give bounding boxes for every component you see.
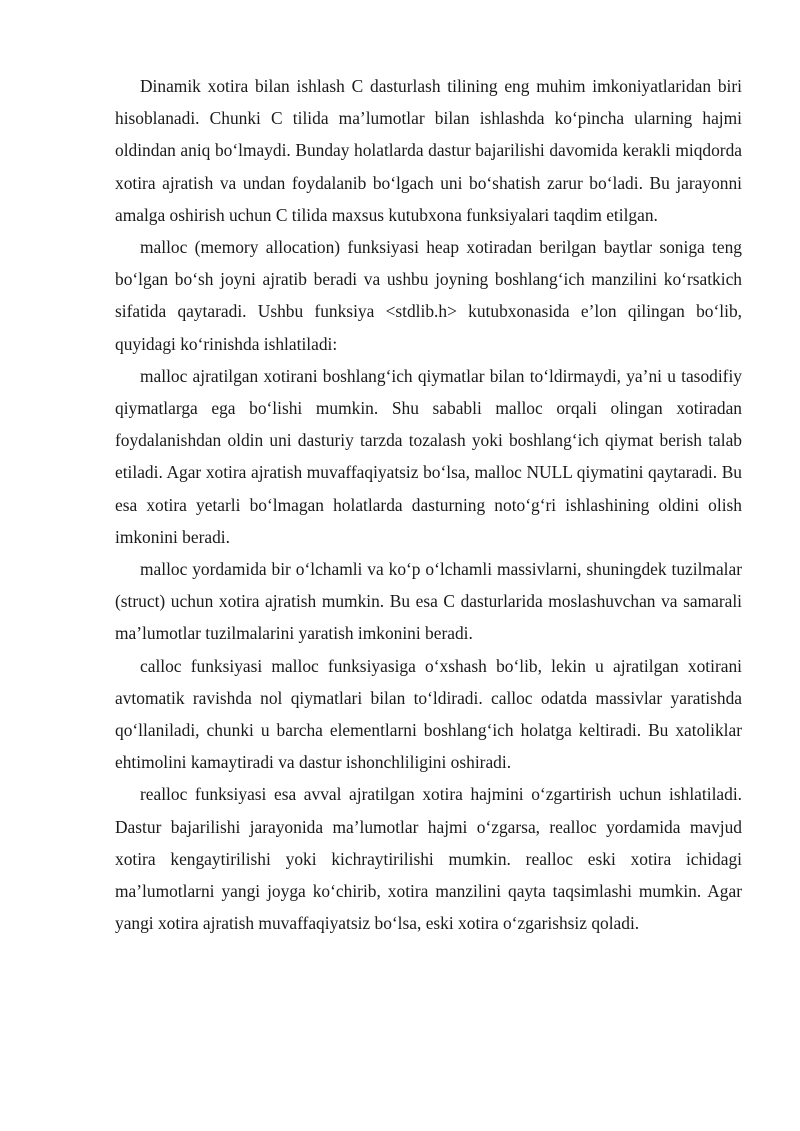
paragraph-intro: Dinamik xotira bilan ishlash C dasturlash tilining eng muhim imkoniyatlaridan biri hisoblanadi. Chunki C tilida ma’lumotlar bilan ishlashda ko‘pincha ularning hajmi oldindan aniq bo‘lmaydi. Bunday holatlarda dastur bajarilishi davomida kerakli miqdorda xotira ajratish va undan foydalanib bo‘lgach uni bo‘shatish zarur bo‘ladi. Bu jarayonni amalga oshirish uchun C tilida maxsus kutubxona funksiyalari taqdim etilgan.: [115, 76, 742, 225]
paragraph-calloc: calloc funksiyasi malloc funksiyasiga o‘xshash bo‘lib, lekin u ajratilgan xotirani avtomatik ravishda nol qiymatlari bilan to‘ldiradi. calloc odatda massivlar yaratishda qo‘llaniladi, chunki u barcha elementlarni boshlang‘ich holatga keltiradi. Bu xatoliklar ehtimolini kamaytiradi va dastur ishonchliligini oshiradi.: [115, 655, 742, 773]
paragraph-malloc-definition: malloc (memory allocation) funksiyasi heap xotiradan berilgan baytlar soniga teng bo‘lgan bo‘sh joyni ajratib beradi va ushbu joyning boshlang‘ich manzilini ko‘rsatkich sifatida qaytaradi. Ushbu funksiya <stdlib.h> kutubxonasida e’lon qilingan bo‘lib, quyidagi ko‘rinishda ishlatiladi:: [115, 237, 742, 354]
paragraph-malloc-arrays: malloc yordamida bir o‘lchamli va ko‘p o‘lchamli massivlarni, shuningdek tuzilmalar (struct) uchun xotira ajratish mumkin. Bu esa C dasturlarida moslashuvchan va samarali ma’lumotlar tuzilmalarini yaratish imkonini beradi.: [115, 559, 742, 644]
paragraph-malloc-behavior: malloc ajratilgan xotirani boshlang‘ich qiymatlar bilan to‘ldirmaydi, ya’ni u tasodifiy qiymatlarga ega bo‘lishi mumkin. Shu sababli malloc orqali olingan xotiradan foydalanishdan oldin uni dasturiy tarzda tozalash yoki boshlang‘ich qiymat berish talab etiladi. Agar xotira ajratish muvaffaqiyatsiz bo‘lsa, malloc NULL qiymatini qaytaradi. Bu esa xotira yetarli bo‘lmagan holatlarda dasturning noto‘g‘ri ishlashining oldini olish imkonini beradi.: [115, 365, 742, 547]
document-page: [115, 70, 742, 939]
paragraph-realloc: realloc funksiyasi esa avval ajratilgan xotira hajmini o‘zgartirish uchun ishlatiladi. Dastur bajarilishi jarayonida ma’lumotlar hajmi o‘zgarsa, realloc yordamida mavjud xotira kengaytirilishi yoki kichraytirilishi mumkin. realloc eski xotira ichidagi ma’lumotlarni yangi joyga ko‘chirib, xotira manzilini qayta taqsimlashi mumkin. Agar yangi xotira ajratish muvaffaqiyatsiz bo‘lsa, eski xotira o‘zgarishsiz qoladi.: [115, 784, 742, 934]
